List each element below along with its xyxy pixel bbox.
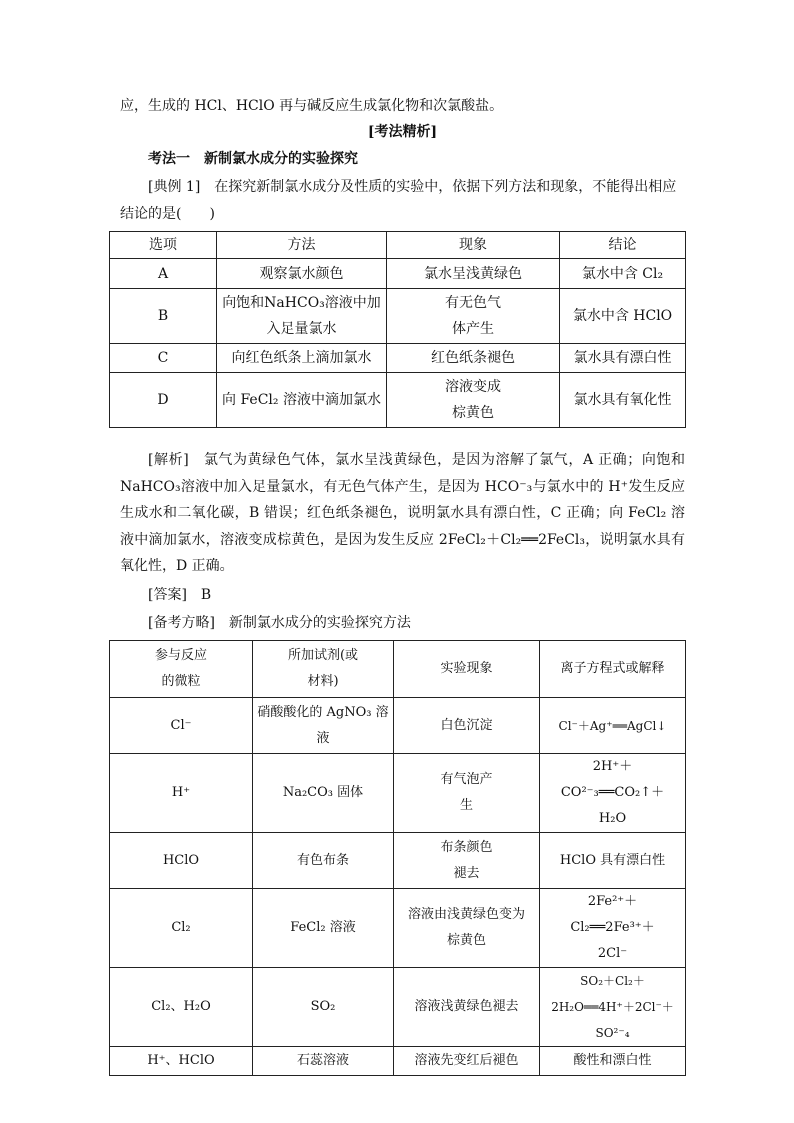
table-cell: 白色沉淀 xyxy=(394,698,540,754)
table-cell: C xyxy=(110,344,217,373)
table-cell: 有色布条 xyxy=(253,833,394,889)
table-header-cell: 参与反应的微粒 xyxy=(110,641,253,698)
table-header-cell: 实验现象 xyxy=(394,641,540,698)
table-cell: 观察氯水颜色 xyxy=(217,259,387,289)
table-row xyxy=(110,698,686,754)
table-cell: HClO xyxy=(110,833,253,889)
options-table xyxy=(109,231,686,428)
table-cell: Cl₂、H₂O xyxy=(110,968,253,1047)
table-cell: Na₂CO₃ 固体 xyxy=(253,754,394,833)
table-header-cell: 现象 xyxy=(387,232,560,259)
table-cell: 向红色纸条上滴加氯水 xyxy=(217,344,387,373)
intro-text: 应，生成的 HCl、HClO 再与碱反应生成氯化物和次氯酸盐。 xyxy=(120,98,504,114)
table-cell: 氯水中含 HClO xyxy=(560,289,686,344)
table-cell: 有气泡产生 xyxy=(394,754,540,833)
table-cell: 溶液变成棕黄色 xyxy=(387,373,560,428)
table-cell: Cl⁻ xyxy=(110,698,253,754)
table-row xyxy=(110,889,686,968)
table-cell: 氯水中含 Cl₂ xyxy=(560,259,686,289)
table-cell: 2H⁺＋CO²⁻₃══CO₂↑＋H₂O xyxy=(540,754,686,833)
table-row xyxy=(110,259,686,289)
table-row xyxy=(110,968,686,1047)
table-cell: A xyxy=(110,259,217,289)
table-cell: 氯水呈浅黄绿色 xyxy=(387,259,560,289)
table-cell: H⁺、HClO xyxy=(110,1047,253,1076)
example-question-line1: [典例 1] 在探究新制氯水成分及性质的实验中，依据下列方法和现象，不能得出相应 xyxy=(148,179,677,195)
section-heading: [考法精析] xyxy=(367,124,438,140)
table-cell: 溶液先变红后褪色 xyxy=(394,1047,540,1076)
table-header-row xyxy=(110,641,686,698)
table-row xyxy=(110,1047,686,1076)
table-header-cell: 方法 xyxy=(217,232,387,259)
table-row xyxy=(110,344,686,373)
table-cell: 氯水具有氧化性 xyxy=(560,373,686,428)
table-cell: 溶液浅黄绿色褪去 xyxy=(394,968,540,1047)
table-cell: SO₂＋Cl₂＋2H₂O══4H⁺＋2Cl⁻＋SO²⁻₄ xyxy=(540,968,686,1047)
table-header-row xyxy=(110,232,686,259)
table-cell: FeCl₂ 溶液 xyxy=(253,889,394,968)
method-title: 考法一 新制氯水成分的实验探究 xyxy=(148,151,358,167)
table-cell: 红色纸条褪色 xyxy=(387,344,560,373)
table-header-cell: 结论 xyxy=(560,232,686,259)
table-cell: HClO 具有漂白性 xyxy=(540,833,686,889)
table-header-cell: 选项 xyxy=(110,232,217,259)
table-cell: Cl₂ xyxy=(110,889,253,968)
example-question-line2: 结论的是( ) xyxy=(120,206,215,222)
table-cell: H⁺ xyxy=(110,754,253,833)
table-cell: 2Fe²⁺＋Cl₂══2Fe³⁺＋2Cl⁻ xyxy=(540,889,686,968)
table-cell: 酸性和漂白性 xyxy=(540,1047,686,1076)
table-cell: 硝酸酸化的 AgNO₃ 溶液 xyxy=(253,698,394,754)
table-cell: Cl⁻＋Ag⁺══AgCl↓ xyxy=(540,698,686,754)
table-cell: 氯水具有漂白性 xyxy=(560,344,686,373)
table-row xyxy=(110,289,686,344)
table-cell: 溶液由浅黄绿色变为棕黄色 xyxy=(394,889,540,968)
strategy-title: [备考方略] 新制氯水成分的实验探究方法 xyxy=(148,615,411,631)
table-row xyxy=(110,373,686,428)
table-cell: D xyxy=(110,373,217,428)
table-row xyxy=(110,754,686,833)
analysis-paragraph: [解析] 氯气为黄绿色气体，氯水呈浅黄绿色，是因为溶解了氯气，A 正确；向饱和NaHCO₃溶液中加入足量氯水，有无色气体产生，是因为 HCO⁻₃与氯水中的 H⁺发生反应生成水和二氧化碳，B 错误；红色纸条褪色，说明氯水具有漂白性，C 正确；向 FeCl₂ 溶液中滴加氯水，溶液变成棕黄色，是因为发生反应 2FeCl₂＋Cl₂══2FeCl₃，说明氯水具有氧化性，D 正确。 xyxy=(120,452,685,574)
table-cell: 向饱和NaHCO₃溶液中加入足量氯水 xyxy=(217,289,387,344)
strategy-table xyxy=(109,640,686,1076)
table-cell: 向 FeCl₂ 溶液中滴加氯水 xyxy=(217,373,387,428)
answer-text: [答案] B xyxy=(148,587,212,603)
table-row xyxy=(110,833,686,889)
table-cell: 布条颜色褪去 xyxy=(394,833,540,889)
table-cell: 石蕊溶液 xyxy=(253,1047,394,1076)
table-header-cell: 离子方程式或解释 xyxy=(540,641,686,698)
table-cell: SO₂ xyxy=(253,968,394,1047)
table-cell: 有无色气体产生 xyxy=(387,289,560,344)
table-cell: B xyxy=(110,289,217,344)
table-header-cell: 所加试剂(或材料) xyxy=(253,641,394,698)
